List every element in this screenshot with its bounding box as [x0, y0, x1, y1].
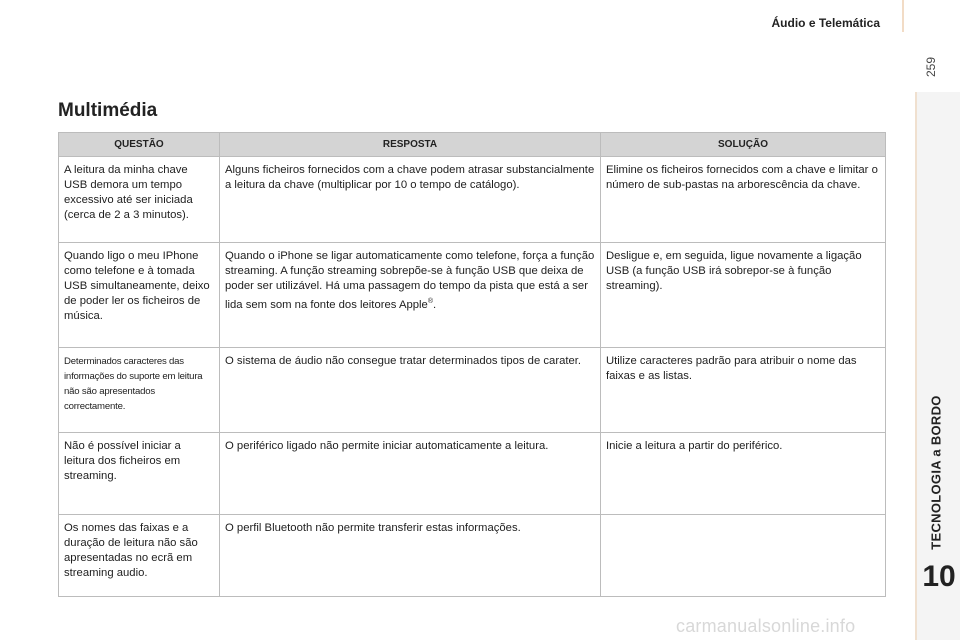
table-row	[59, 348, 886, 433]
answer-cell: O sistema de áudio não consegue tratar determinados tipos de carater.	[220, 348, 601, 433]
page-number: 259	[924, 56, 939, 78]
column-header-solution: SOLUÇÃO	[601, 133, 886, 157]
table-row	[59, 515, 886, 597]
question-cell: A leitura da minha chave USB demora um tempo excessivo até ser iniciada (cerca de 2 a 3 minutos).	[59, 157, 220, 243]
question-cell: Os nomes das faixas e a duração de leitura não são apresentadas no ecrã em streaming audio.	[59, 515, 220, 597]
registered-mark: ®	[427, 298, 434, 305]
table-row	[59, 433, 886, 515]
question-cell: Não é possível iniciar a leitura dos ficheiros em streaming.	[59, 433, 220, 515]
solution-cell: Utilize caracteres padrão para atribuir o nome das faixas e as listas.	[601, 348, 886, 433]
column-header-answer: RESPOSTA	[220, 133, 601, 157]
solution-cell	[601, 515, 886, 597]
solution-cell: Desligue e, em seguida, ligue novamente a ligação USB (a função USB irá sobrepor-se à função streaming).	[601, 243, 886, 348]
answer-cell: O periférico ligado não permite iniciar automaticamente a leitura.	[220, 433, 601, 515]
question-cell: Determinados caracteres das informações do suporte em leitura não são apresentados correctamente.	[59, 348, 220, 433]
table-row	[59, 157, 886, 243]
solution-cell: Elimine os ficheiros fornecidos com a chave e limitar o número de sub-pastas na arborescência da chave.	[601, 157, 886, 243]
section-title: Multimédia	[58, 100, 158, 121]
running-header-title: Áudio e Telemática	[771, 16, 880, 30]
faq-table	[58, 132, 886, 597]
solution-cell: Inicie a leitura a partir do periférico.	[601, 433, 886, 515]
table-row	[59, 243, 886, 348]
answer-cell: Alguns ficheiros fornecidos com a chave podem atrasar substancialmente a leitura da chave (multiplicar por 10 o tempo de catálogo).	[220, 157, 601, 243]
answer-text: Quando o iPhone se ligar automaticamente como telefone, força a função streaming. A função streaming sobrepõe-se à função USB que deixa de poder ser utilizável. Há uma passagem do tempo da pista que está a ser lida sem som na fonte dos leitores Apple	[225, 250, 595, 311]
question-cell: Quando ligo o meu IPhone como telefone e à tomada USB simultaneamente, deixo de poder ler os ficheiros de música.	[59, 243, 220, 348]
answer-cell: O perfil Bluetooth não permite transferir estas informações.	[220, 515, 601, 597]
answer-cell	[220, 243, 601, 348]
header-divider	[902, 0, 904, 32]
column-header-question: QUESTÃO	[59, 133, 220, 157]
chapter-number: 10	[922, 560, 956, 593]
answer-end: .	[433, 298, 437, 311]
watermark-text: carmanualsonline.info	[676, 616, 856, 636]
table-header-row	[59, 133, 886, 157]
chapter-title: TECNOLOGIA a BORDO	[928, 395, 944, 550]
